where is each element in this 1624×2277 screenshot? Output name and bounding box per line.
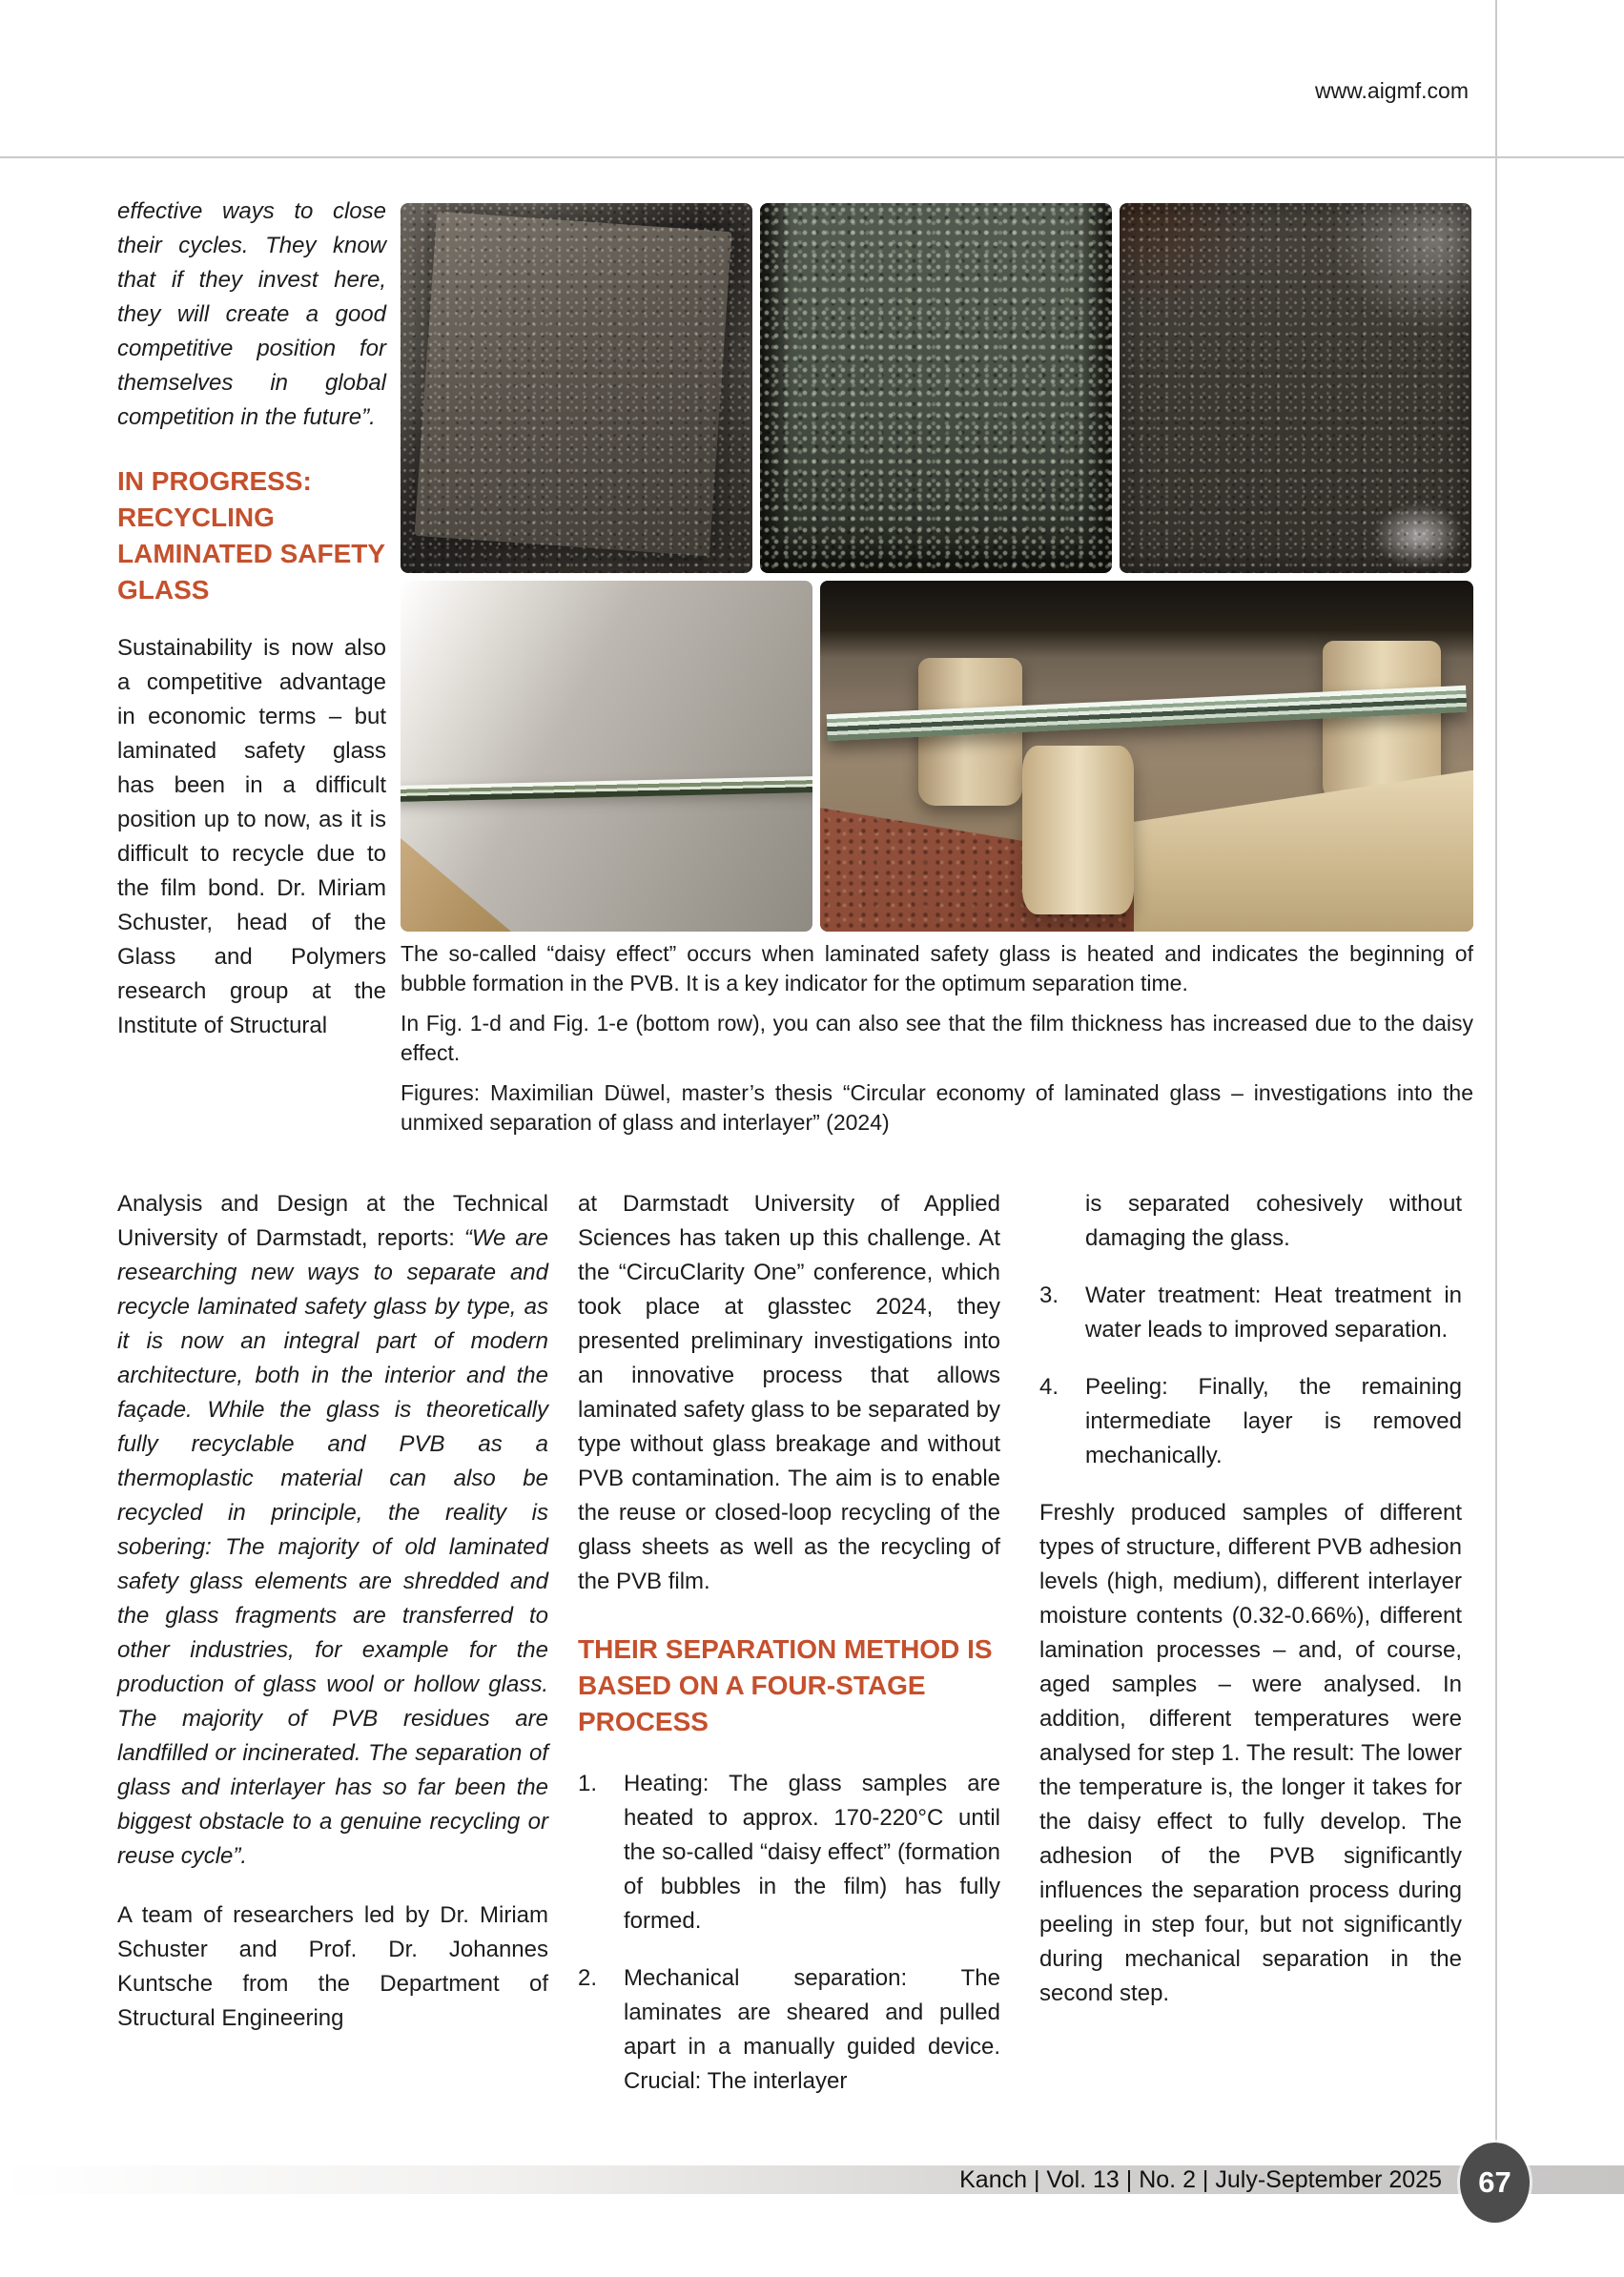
heated-laminated-glass-sample-photo-1 [401,203,752,573]
process-step-1 [578,1767,1000,1939]
step-number: 4. [1039,1374,1059,1400]
step-number: 1. [578,1771,598,1796]
journal-volume-info: Kanch | Vol. 13 | No. 2 | July-September 2025 [959,2166,1442,2193]
step-number: 3. [1039,1282,1059,1308]
paragraph-darmstadt-challenge: at Darmstadt University of Applied Sciences has taken up this challenge. At the “CircuClarity One” conference, which took place at glasstec 2024, they presented preliminary investigations into an innovative process that allows laminated safety glass to be separated by type without glass breakage and without PVB contamination. The aim is to enable the reuse or closed-loop recycling of the glass sheets as well as the recycling of the PVB film. [578,1191,1000,1594]
glass-edge-shape [401,776,812,802]
laminated-glass-edge-photo [401,581,812,932]
step-number: 2. [578,1965,598,1991]
step-text: Water treatment: Heat treatment in water leads to improved separation. [1085,1282,1462,1343]
page-number: 67 [1478,2165,1511,2199]
left-column-bottom [117,1187,548,2061]
website-url: www.aigmf.com [1314,78,1469,103]
caption-daisy-effect: The so-called “daisy effect” occurs when laminated safety glass is heated and indicates the beginning of bubble formation in the PVB. It is a key indicator for the optimum separation time. [401,941,1473,995]
middle-column [578,1187,1000,2122]
figure-bottom-row [401,581,1473,932]
paragraph-sustainability: Sustainability is now also a competitive advantage in economic terms – but laminated safety glass has been in a difficult position up to now, as it is difficult to recycle due to the film bond. Dr. Miriam Schuster, head of the Glass and Polymers research group at the Institute of Structural [117,635,386,1038]
fire-brick-right [1323,641,1440,802]
step-text: Peeling: Finally, the remaining intermediate layer is removed mechanically. [1085,1374,1462,1468]
left-column-top [117,195,386,1068]
process-step-4 [1039,1370,1462,1473]
daisy-effect-glass-sample-photo-3 [1120,203,1471,573]
paragraph-samples-analysed: Freshly produced samples of different types of structure, different PVB adhesion levels (high, medium), different interlayer moisture contents (0.32-0.66%), different lamination processes – and, of course, aged samples – were analysed. In addition, different temperatures were analysed for step 1. The result: The lower the temperature is, the longer it takes for the daisy effect to fully develop. The adhesion of the PVB significantly influences the separation process during peeling in step four, but not significantly during mechanical separation in the second step. [1039,1500,1462,2006]
glass-sheets-on-fire-bricks-photo [820,581,1473,932]
figure-caption [401,939,1473,1148]
process-step-2-continuation: is separated cohesively without damaging the glass. [1085,1191,1462,1251]
section-heading-separation-method: THEIR SEPARATION METHOD IS BASED ON A FOUR-STAGE PROCESS [578,1634,993,1736]
header-rule [0,156,1624,158]
right-margin-rule [1495,0,1497,2148]
glass-texture-overlay [1120,203,1471,573]
section-heading-in-progress: IN PROGRESS: RECYCLING LAMINATED SAFETY GLASS [117,466,385,605]
process-step-3 [1039,1279,1462,1347]
step-text: Mechanical separation: The laminates are sheared and pulled apart in a manually guided device. Crucial: The interlayer [624,1965,1000,2094]
paragraph-reports-quote [117,1187,548,1874]
schuster-quote-text: “We are researching new ways to separate and recycle laminated safety glass by type, as it is now an integral part of modern architecture, both in the interior and the façade. While the glass is theoretically fully recyclable and PVB as a thermoplastic material can also be recycled in principle, the reality is sobering: The majority of old laminated safety glass elements are shredded and the glass fragments are transferred to other industries, for example for the production of glass wool or hollow glass. The majority of PVB residues are landfilled or incinerated. The separation of glass and interlayer has so far been the biggest obstacle to a genuine recycling or reuse cycle”. [117,1225,549,1869]
right-column [1039,1187,1462,2036]
glass-texture-overlay [401,203,752,573]
bubble-texture-overlay [760,203,1112,573]
caption-credit: Figures: Maximilian Düwel, master’s thesis “Circular economy of laminated glass – investigations into the unmixed separation of glass and interlayer” (2024) [401,1080,1473,1135]
quote-continuation-text: effective ways to close their cycles. They know that if they invest here, they will create a good competitive position for themselves in global competition in the future”. [117,198,386,430]
reports-lead-text: Analysis and Design at the Technical University of Darmstadt, reports: [117,1191,548,1251]
figure-top-row [401,203,1473,573]
cloth-corner-shape [401,806,573,932]
footer-bar [0,2165,1624,2194]
figure-1-photos [401,203,1473,932]
caption-fig-reference: In Fig. 1-d and Fig. 1-e (bottom row), you can also see that the film thickness has increased due to the daisy effect. [401,1011,1473,1065]
fire-brick-large [1134,770,1473,932]
daisy-effect-glass-sample-photo-2 [760,203,1112,573]
step-text: Heating: The glass samples are heated to approx. 170-220°C until the so-called “daisy effect” (formation of bubbles in the film) has fully formed. [624,1771,1000,1934]
paragraph-research-team: A team of researchers led by Dr. Miriam Schuster and Prof. Dr. Johannes Kuntsche from the Department of Structural Engineering [117,1902,548,2031]
page-number-badge [1460,2143,1530,2223]
fire-brick-cylinder [1022,746,1133,914]
process-step-2 [578,1961,1000,2099]
